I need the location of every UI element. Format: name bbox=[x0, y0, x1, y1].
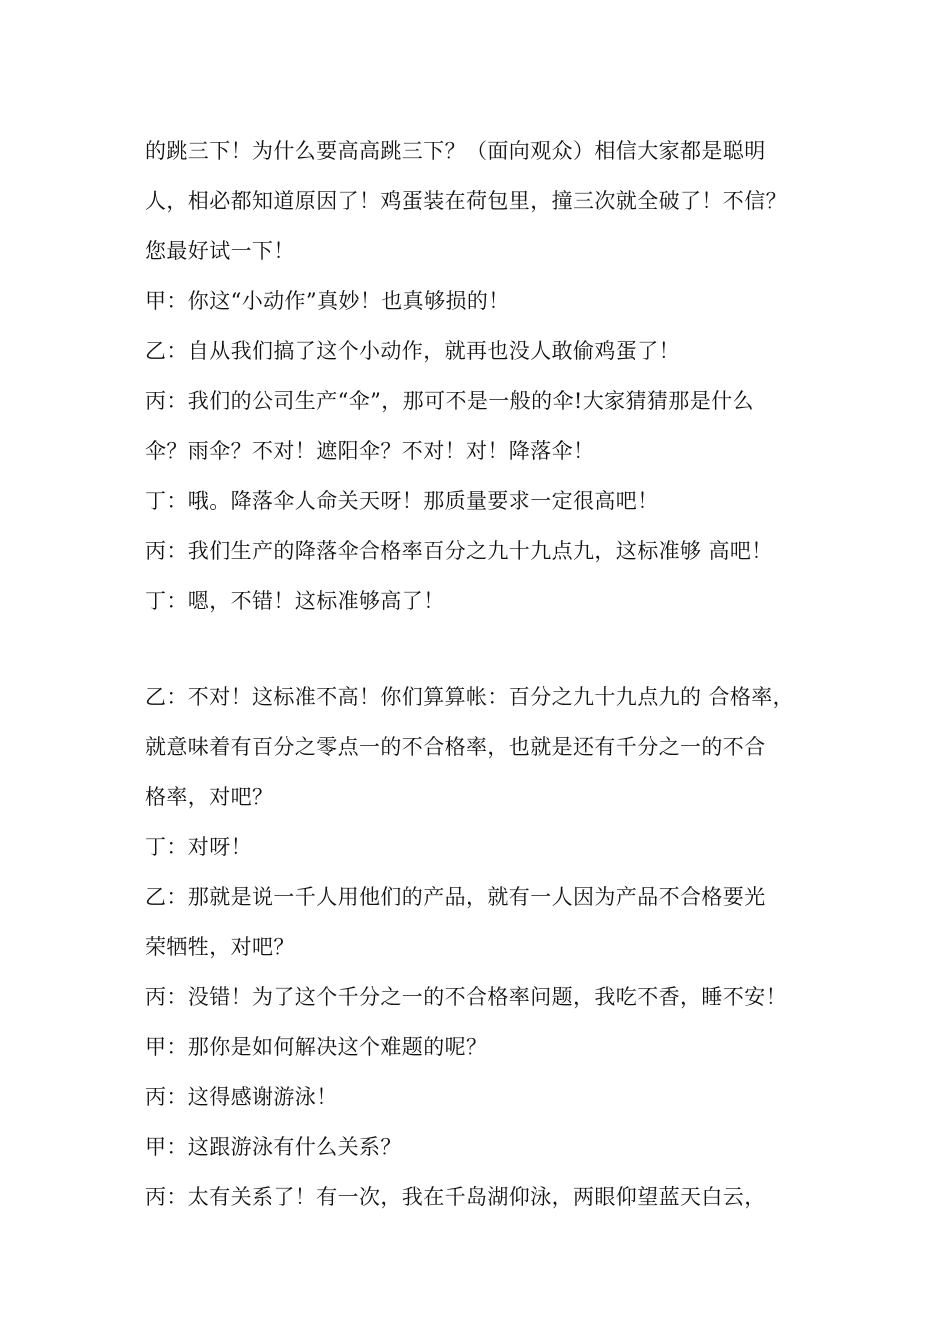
text-line: 乙：不对！这标准不高！你们算算帐：百分之九十九点九的 合格率， bbox=[145, 685, 795, 709]
text-line: 丙：我们生产的降落伞合格率百分之九十九点九，这标准够 高吧！ bbox=[145, 539, 773, 563]
text-line: 格率，对吧？ bbox=[145, 785, 274, 809]
text-line: 丁：嗯，不错！这标准够高了！ bbox=[145, 589, 445, 613]
text-line: 丁：对呀！ bbox=[145, 835, 252, 859]
text-line: 荣牺牲，对吧？ bbox=[145, 935, 295, 959]
text-line: 丙：太有关系了！有一次，我在千岛湖仰泳，两眼仰望蓝天白云， bbox=[145, 1185, 766, 1209]
text-line: 的跳三下！为什么要高高跳三下？（面向观众）相信大家都是聪明 bbox=[145, 139, 766, 163]
text-line: 就意味着有百分之零点一的不合格率，也就是还有千分之一的不合 bbox=[145, 735, 766, 759]
dialogue-text bbox=[145, 126, 835, 1222]
text-line: 丙：没错！为了这个千分之一的不合格率问题，我吃不香，睡不安！ bbox=[145, 985, 787, 1009]
text-line: 丙：我们的公司生产“伞”，那可不是一般的伞!大家猜猜那是什么 bbox=[145, 389, 754, 413]
text-line: 乙：自从我们搞了这个小动作，就再也没人敢偷鸡蛋了！ bbox=[145, 339, 680, 363]
text-line: 伞？雨伞？不对！遮阳伞？不对！对！降落伞！ bbox=[145, 439, 595, 463]
text-line: 您最好试一下！ bbox=[145, 239, 295, 263]
text-line: 丁：哦。降落伞人命关天呀！那质量要求一定很高吧！ bbox=[145, 489, 659, 513]
text-line: 丙：这得感谢游泳！ bbox=[145, 1085, 338, 1109]
text-line: 乙：那就是说一千人用他们的产品，就有一人因为产品不合格要光 bbox=[145, 885, 766, 909]
text-line: 人，相必都知道原因了！鸡蛋装在荷包里，撞三次就全破了！不信？ bbox=[145, 189, 787, 213]
text-line: 甲：这跟游泳有什么关系？ bbox=[145, 1135, 402, 1159]
text-line: 甲：你这“小动作”真妙！也真够损的！ bbox=[145, 289, 510, 313]
paragraph-gap bbox=[145, 626, 835, 672]
text-line: 甲：那你是如何解决这个难题的呢？ bbox=[145, 1035, 488, 1059]
